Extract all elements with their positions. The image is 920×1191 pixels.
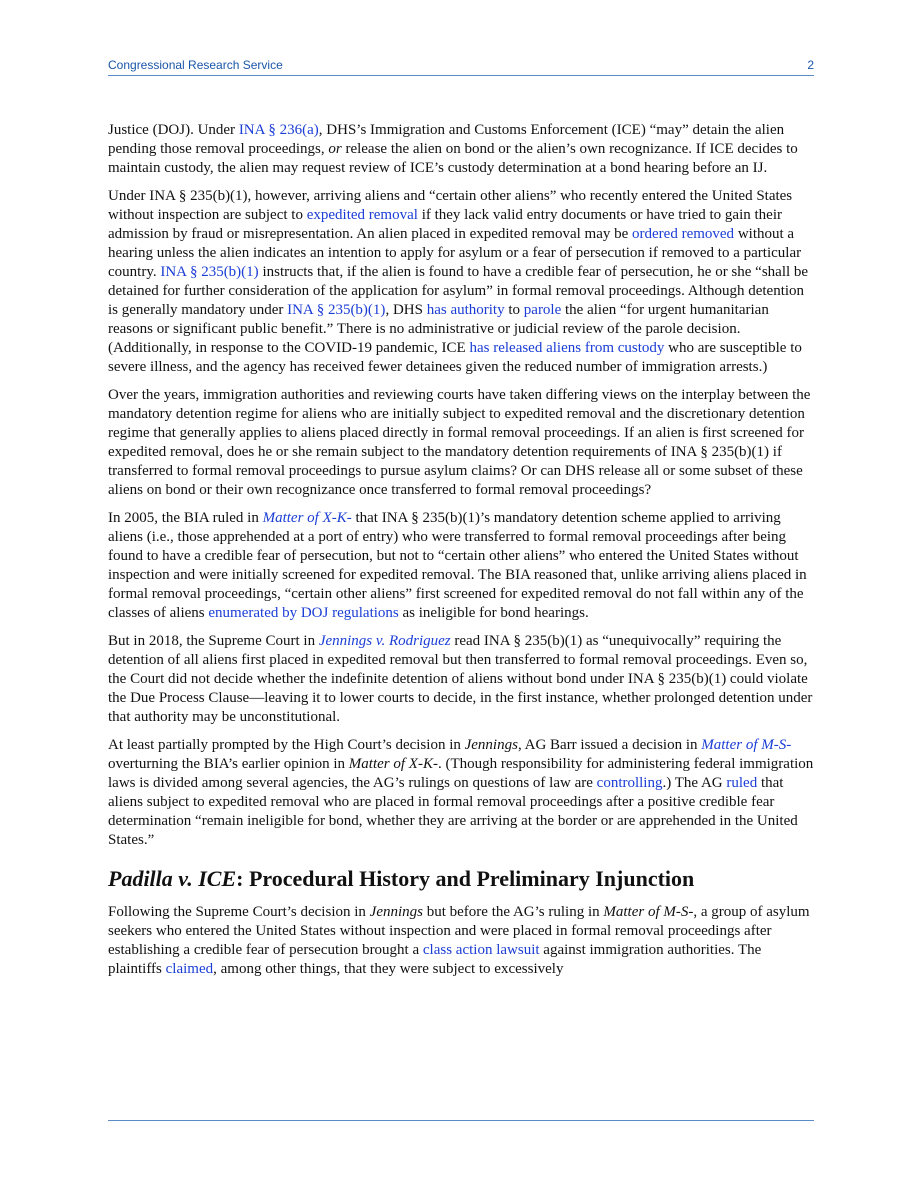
link-controlling[interactable]: controlling bbox=[596, 775, 663, 791]
text: overturning the BIA’s earlier opinion in bbox=[108, 756, 349, 772]
paragraph-4 bbox=[108, 509, 814, 623]
text: Justice (DOJ). Under bbox=[108, 122, 239, 138]
link-ina-236a[interactable]: INA § 236(a) bbox=[238, 122, 319, 138]
footer-divider bbox=[108, 1120, 814, 1121]
text: Over the years, immigration authorities and reviewing courts have taken differing views on the interplay between the mandatory detention regime for aliens who are initially subject to expedited removal and the discretionary detention regime that generally applies to aliens placed directly in formal removal proceedings. If an alien is first screened for expedited removal, does he or she remain subject to the mandatory detention requirements of INA § 235(b)(1) if transferred to formal removal proceedings to pursue asylum claims? Or can DHS release all or some subset of these aliens on bond or their own recognizance once transferred to formal removal proceedings? bbox=[108, 387, 811, 498]
link-released-aliens[interactable]: has released aliens from custody bbox=[469, 340, 665, 356]
link-doj-regulations[interactable]: enumerated by DOJ regulations bbox=[208, 605, 399, 621]
link-claimed[interactable]: claimed bbox=[165, 961, 214, 977]
text: instructs that, if the alien is found to have a credible fear of persecution, he or she “shall be detained for further consideration of the application for asylum” in formal removal proceedings. Although detention is generally mandatory under bbox=[108, 264, 809, 318]
text: At least partially prompted by the High Court’s decision in bbox=[108, 737, 465, 753]
emphasis: Jennings bbox=[464, 737, 518, 753]
text: . (Though responsibility for administering federal immigration laws is divided among several agencies, the AG’s rulings on questions of law are bbox=[108, 756, 814, 791]
text: release the alien on bond or the alien’s own recognizance. If ICE decides to maintain custody, the alien may request review of ICE’s custody determination at a bond hearing before an IJ. bbox=[108, 141, 798, 176]
text: the alien “for urgent humanitarian reasons or significant public benefit.” There is no administrative or judicial review of the parole decision. (Additionally, in response to the COVID-19 pandemic, ICE bbox=[108, 302, 769, 356]
heading-title: : Procedural History and Preliminary Injunction bbox=[236, 866, 695, 891]
text: , DHS bbox=[385, 302, 427, 318]
text: , AG Barr issued a decision in bbox=[517, 737, 702, 753]
link-ordered-removed[interactable]: ordered removed bbox=[632, 226, 735, 242]
paragraph-6 bbox=[108, 736, 814, 850]
emphasis: Matter of M-S- bbox=[603, 904, 694, 920]
section-heading bbox=[108, 865, 814, 893]
text: In 2005, the BIA ruled in bbox=[108, 510, 263, 526]
paragraph-5 bbox=[108, 632, 814, 727]
text: that aliens subject to expedited removal who are placed in formal removal proceedings after a positive credible fear determination “remain ineligible for bond, whether they are arriving at the border or are apprehended in the United States.” bbox=[108, 775, 798, 848]
text: to bbox=[504, 302, 524, 318]
text: Following the Supreme Court’s decision in bbox=[108, 904, 370, 920]
text: But in 2018, the Supreme Court in bbox=[108, 633, 319, 649]
heading-case-name: Padilla v. ICE bbox=[108, 866, 237, 891]
link-class-action-lawsuit[interactable]: class action lawsuit bbox=[422, 942, 540, 958]
page-number: 2 bbox=[807, 58, 814, 72]
text: , among other things, that they were subject to excessively bbox=[213, 961, 564, 977]
link-matter-of-xk[interactable]: Matter of X-K- bbox=[262, 510, 352, 526]
paragraph-3 bbox=[108, 386, 814, 500]
link-jennings-v-rodriguez[interactable]: Jennings v. Rodriguez bbox=[318, 633, 451, 649]
text: against immigration authorities. The plaintiffs bbox=[108, 942, 762, 977]
document-body bbox=[108, 121, 814, 988]
text: .) The AG bbox=[662, 775, 727, 791]
emphasis: Matter of X-K- bbox=[348, 756, 438, 772]
text: that INA § 235(b)(1)’s mandatory detention scheme applied to arriving aliens (i.e., those apprehended at a port of entry) who were transferred to formal removal proceedings after being found to have a credible fear of persecution, but not to “certain other aliens” who entered the United States without inspection and were initially screened for expedited removal. The BIA reasoned that, unlike arriving aliens placed in formal removal proceedings, “certain other aliens” first screened for expedited removal do not fall within any of the classes of aliens bbox=[108, 510, 807, 621]
link-parole[interactable]: parole bbox=[523, 302, 562, 318]
text: read INA § 235(b)(1) as “unequivocally” requiring the detention of all aliens first placed in expedited removal but then transferred to formal removal proceedings. Even so, the Court did not decide whether the indefinite detention of aliens without bond under INA § 235(b)(1) could violate the Due Process Clause—leaving it to lower courts to decide, in the first instance, whether prolonged detention under that authority may be unconstitutional. bbox=[108, 633, 813, 725]
text: who are susceptible to severe illness, and the agency has received fewer detainees given the reduced number of immigration arrests.) bbox=[108, 340, 802, 375]
emphasis: Jennings bbox=[369, 904, 423, 920]
text: Under INA § 235(b)(1), however, arriving aliens and “certain other aliens” who recently entered the United States without inspection are subject to bbox=[108, 188, 793, 223]
page-header bbox=[108, 58, 814, 76]
link-ina-235b1-second[interactable]: INA § 235(b)(1) bbox=[287, 302, 386, 318]
link-ruled[interactable]: ruled bbox=[726, 775, 758, 791]
paragraph-1 bbox=[108, 121, 814, 178]
text: without a hearing unless the alien indicates an intention to apply for asylum or a fear of persecution if removed to a particular country. bbox=[108, 226, 802, 280]
paragraph-7 bbox=[108, 903, 814, 979]
link-matter-of-ms[interactable]: Matter of M-S- bbox=[701, 737, 792, 753]
emphasis: or bbox=[328, 141, 342, 157]
paragraph-2 bbox=[108, 187, 814, 377]
link-ina-235b1[interactable]: INA § 235(b)(1) bbox=[160, 264, 259, 280]
text: as ineligible for bond hearings. bbox=[398, 605, 589, 621]
text: if they lack valid entry documents or have tried to gain their admission by fraud or misrepresentation. An alien placed in expedited removal may be bbox=[108, 207, 782, 242]
header-org: Congressional Research Service bbox=[108, 58, 283, 72]
text: but before the AG’s ruling in bbox=[422, 904, 604, 920]
link-has-authority[interactable]: has authority bbox=[426, 302, 505, 318]
text: , DHS’s Immigration and Customs Enforcement (ICE) “may” detain the alien pending those removal proceedings, bbox=[108, 122, 785, 157]
link-expedited-removal[interactable]: expedited removal bbox=[306, 207, 418, 223]
text: , a group of asylum seekers who entered the United States without inspection and were placed in formal removal proceedings after establishing a credible fear of persecution brought a bbox=[108, 904, 810, 958]
